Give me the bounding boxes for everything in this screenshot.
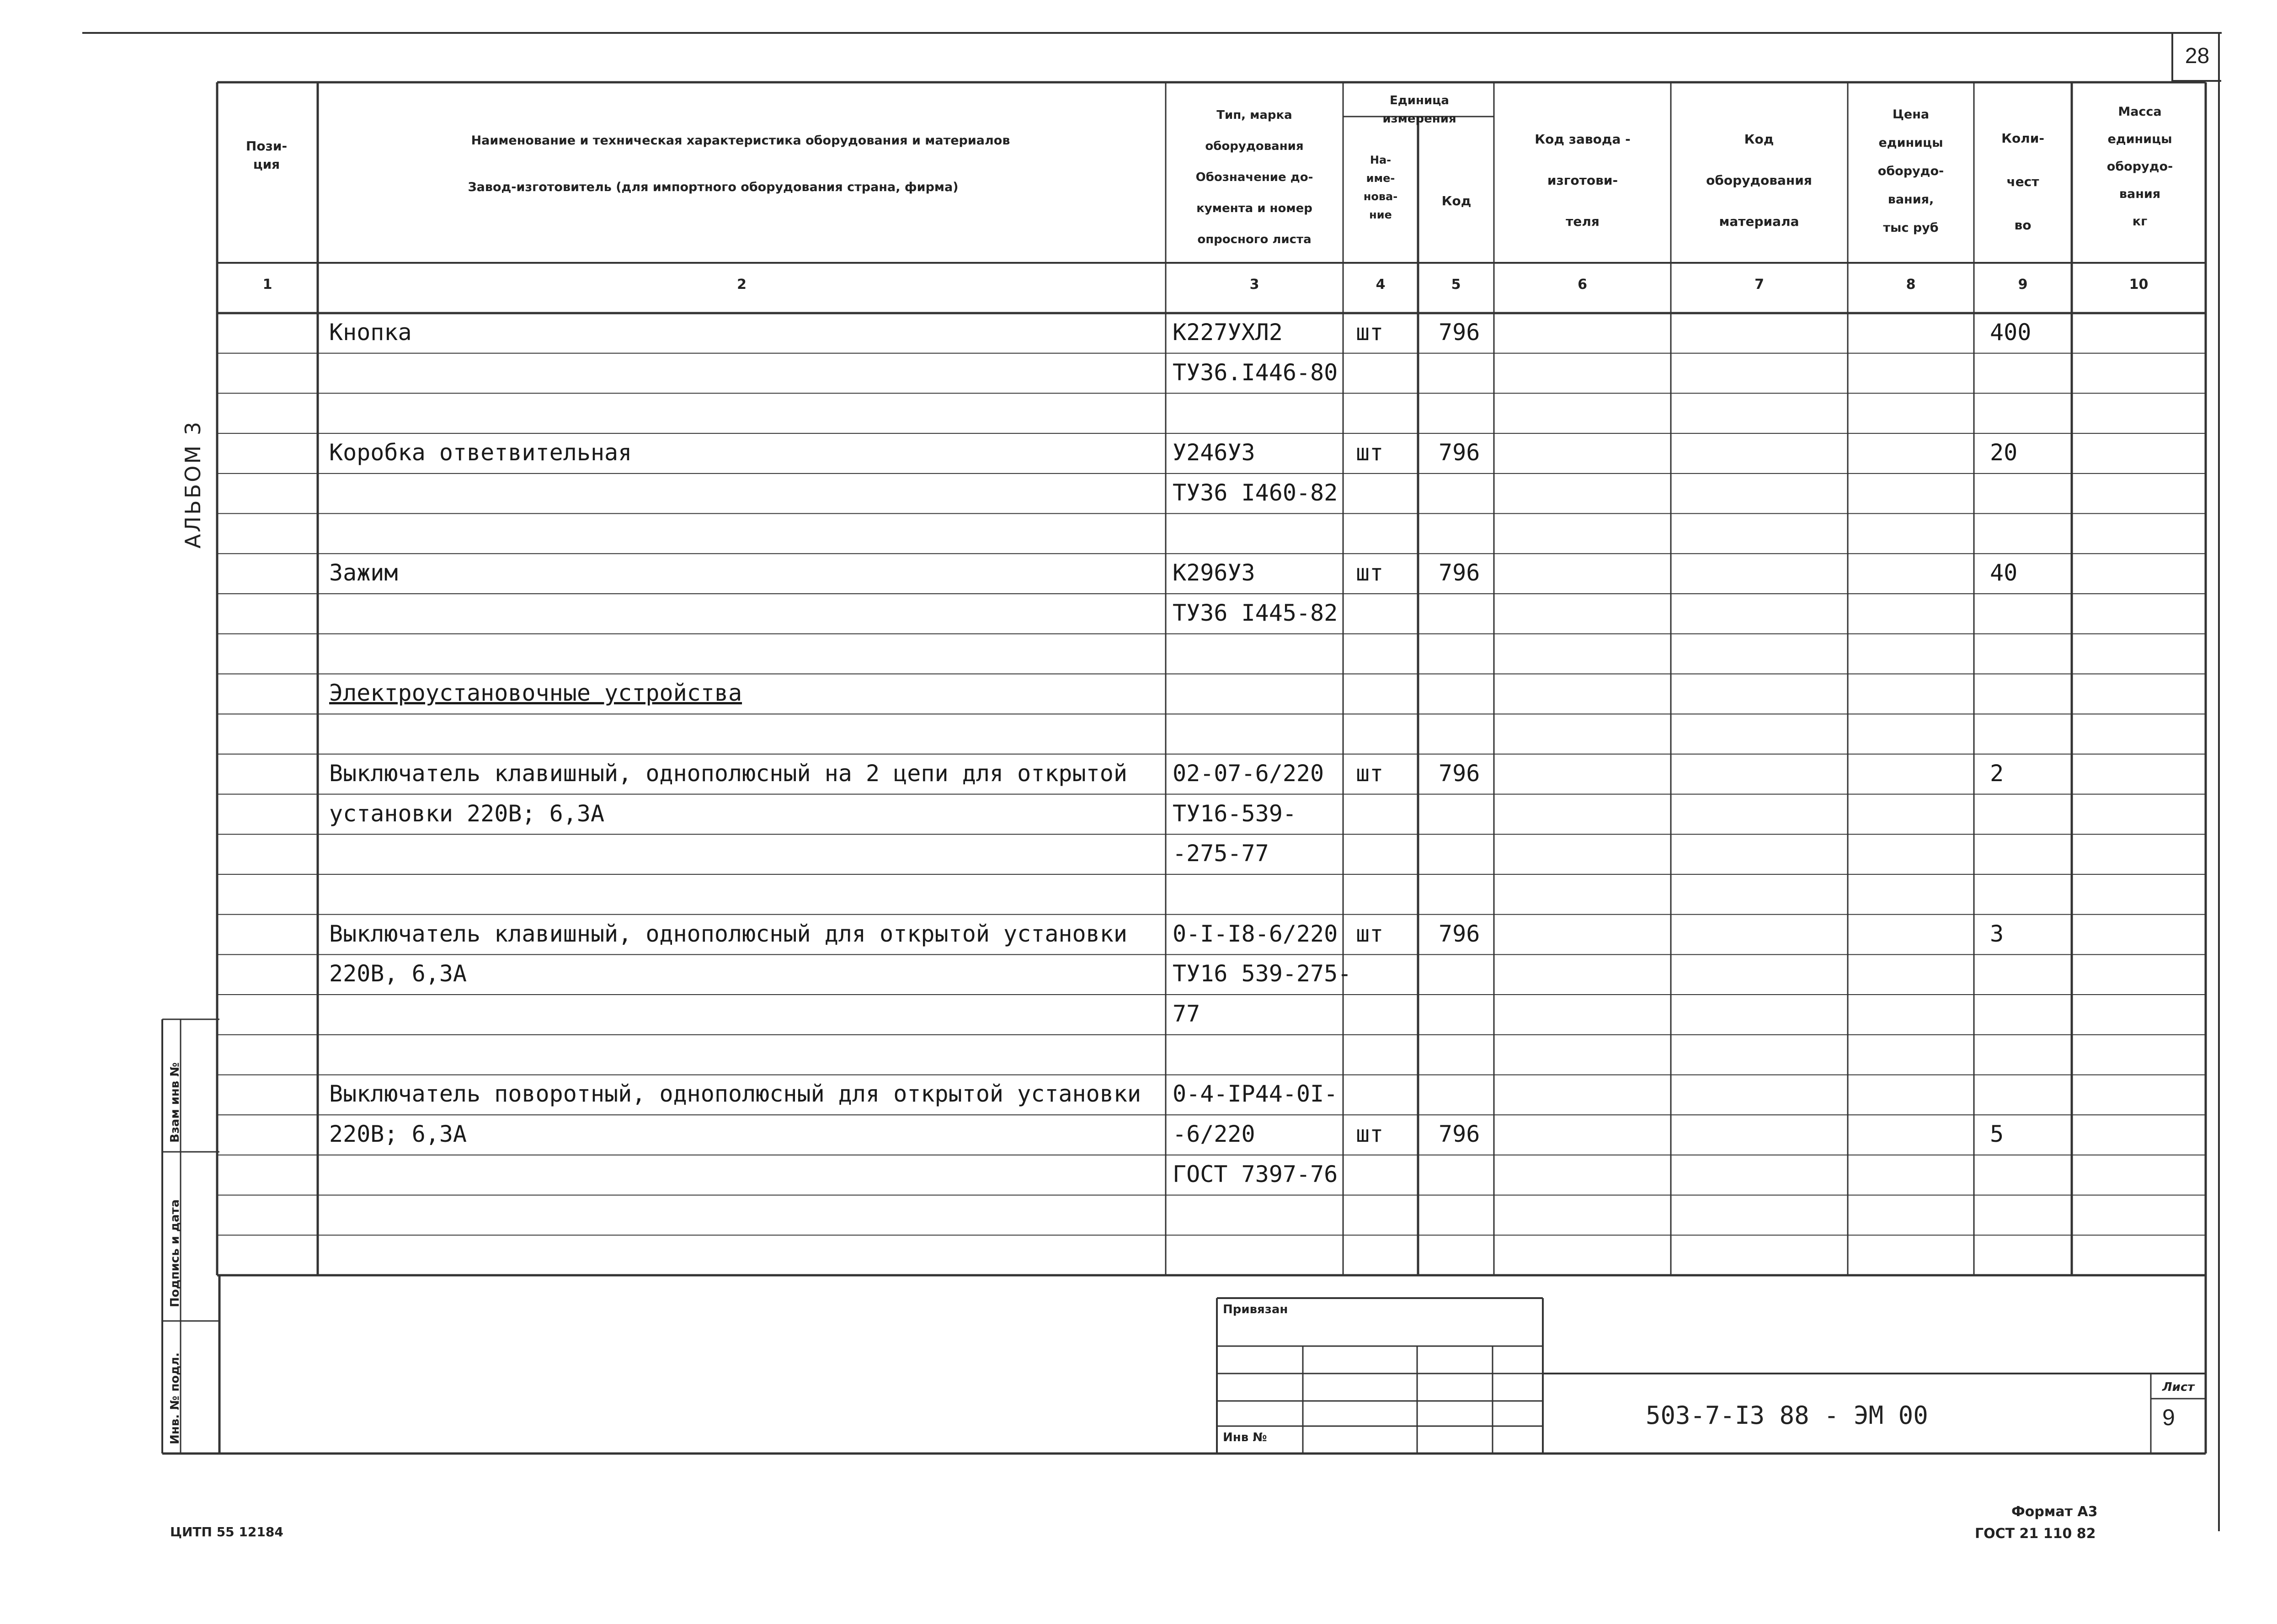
column-number: 3 xyxy=(1249,277,1259,293)
column-number: 2 xyxy=(737,277,747,293)
row-name: Кнопка xyxy=(329,319,412,346)
column-number: 8 xyxy=(1906,277,1916,293)
row-unit: шт xyxy=(1356,760,1384,787)
row-code: 796 xyxy=(1439,319,1480,346)
row-name: Электроустановочные устройства xyxy=(329,680,742,707)
footer-gost: ГОСТ 21 110 82 xyxy=(1975,1526,2096,1542)
row-qty: 400 xyxy=(1990,319,2032,346)
document-code: 503-7-I3 88 - ЭМ 00 xyxy=(1646,1401,1928,1430)
row-unit: шт xyxy=(1356,319,1384,346)
footer-format: Формат А3 xyxy=(2011,1504,2098,1520)
header-equipment-code: Код оборудования материала xyxy=(1706,132,1812,229)
row-type: ТУ36.I446-80 xyxy=(1173,359,1338,386)
header-unit-name: На- име- нова- ние xyxy=(1363,154,1398,221)
row-qty: 40 xyxy=(1990,559,2018,586)
header-unit-code: Код xyxy=(1441,193,1472,208)
header-type: Тип, марка оборудования Обозначение до- кумента и номер опросного листа xyxy=(1195,108,1313,246)
row-unit: шт xyxy=(1356,1121,1384,1148)
header-name-manufacturer: Завод-изготовитель (для импортного оборудования страна, фирма) xyxy=(468,180,959,194)
row-qty: 20 xyxy=(1990,439,2018,466)
sheet-number: 28 xyxy=(2171,32,2221,82)
row-name: Выключатель поворотный, однополюсный для открытой установки xyxy=(329,1081,1141,1108)
row-name: 220В, 6,3А xyxy=(329,960,467,987)
header-unit: Единица измерения xyxy=(1382,94,1456,126)
row-name: установки 220В; 6,3А xyxy=(329,800,605,827)
row-unit: шт xyxy=(1356,920,1384,947)
column-number: 4 xyxy=(1376,277,1386,293)
row-type: ГОСТ 7397-76 xyxy=(1173,1161,1338,1187)
row-type: ТУ36 I445-82 xyxy=(1173,599,1338,626)
row-code: 796 xyxy=(1439,559,1480,586)
stamp-inv: Инв № xyxy=(1223,1431,1267,1444)
row-code: 796 xyxy=(1439,1121,1480,1148)
album-label: АЛЬБОМ 3 xyxy=(181,420,205,548)
stamp-privyazan: Привязан xyxy=(1223,1303,1288,1316)
header-price: Цена единицы оборудо- вания, тыс руб xyxy=(1877,107,1944,235)
row-code: 796 xyxy=(1439,920,1480,947)
side-label-podpis: Подпись и дата xyxy=(168,1199,182,1307)
header-position: Пози- ция xyxy=(245,138,288,172)
row-unit: шт xyxy=(1356,439,1384,466)
row-type: 77 xyxy=(1173,1001,1200,1028)
header-mass: Масса единицы оборудо- вания кг xyxy=(2106,105,2173,229)
row-name: Выключатель клавишный, однополюсный на 2 цепи для открытой xyxy=(329,760,1127,787)
row-code: 796 xyxy=(1439,439,1480,466)
row-name: Зажим xyxy=(329,559,398,586)
header-factory-code: Код завода - изготови- теля xyxy=(1535,132,1631,229)
column-number: 7 xyxy=(1754,277,1764,293)
row-type: У246УЗ xyxy=(1173,439,1255,466)
row-type: ТУ36 I460-82 xyxy=(1173,479,1338,506)
column-number: 5 xyxy=(1451,277,1461,293)
side-label-vzam: Взам инв № xyxy=(168,1062,182,1143)
row-qty: 3 xyxy=(1990,920,2004,947)
row-code: 796 xyxy=(1439,760,1480,787)
row-type: К296УЗ xyxy=(1173,559,1255,586)
row-type: ТУ16-539- xyxy=(1173,800,1296,827)
row-type: 0-4-IP44-0I- xyxy=(1173,1081,1338,1108)
row-type: ТУ16 539-275- xyxy=(1173,960,1352,987)
row-qty: 2 xyxy=(1990,760,2004,787)
column-number: 6 xyxy=(1578,277,1587,293)
row-name: Выключатель клавишный, однополюсный для открытой установки xyxy=(329,920,1127,947)
column-number: 1 xyxy=(262,277,272,293)
header-quantity: Коли- чест во xyxy=(2001,131,2044,233)
footer-code: ЦИТП 55 12184 xyxy=(170,1524,283,1539)
row-type: 02-07-6/220 xyxy=(1173,760,1324,787)
row-name: Коробка ответвительная xyxy=(329,439,632,466)
column-number: 9 xyxy=(2018,277,2028,293)
row-type: -6/220 xyxy=(1173,1121,1255,1148)
sheet-value: 9 xyxy=(2162,1405,2175,1430)
row-unit: шт xyxy=(1356,559,1384,586)
side-label-inv-podl: Инв. № подл. xyxy=(168,1352,182,1444)
row-type: -275-77 xyxy=(1173,840,1269,867)
row-type: К227УХЛ2 xyxy=(1173,319,1283,346)
sheet-label: Лист xyxy=(2162,1380,2195,1394)
row-qty: 5 xyxy=(1990,1121,2004,1148)
row-name: 220В; 6,3А xyxy=(329,1121,467,1148)
header-name-main: Наименование и техническая характеристика оборудования и материалов xyxy=(471,133,1010,148)
row-type: 0-I-I8-6/220 xyxy=(1173,920,1338,947)
column-number: 10 xyxy=(2129,277,2149,293)
